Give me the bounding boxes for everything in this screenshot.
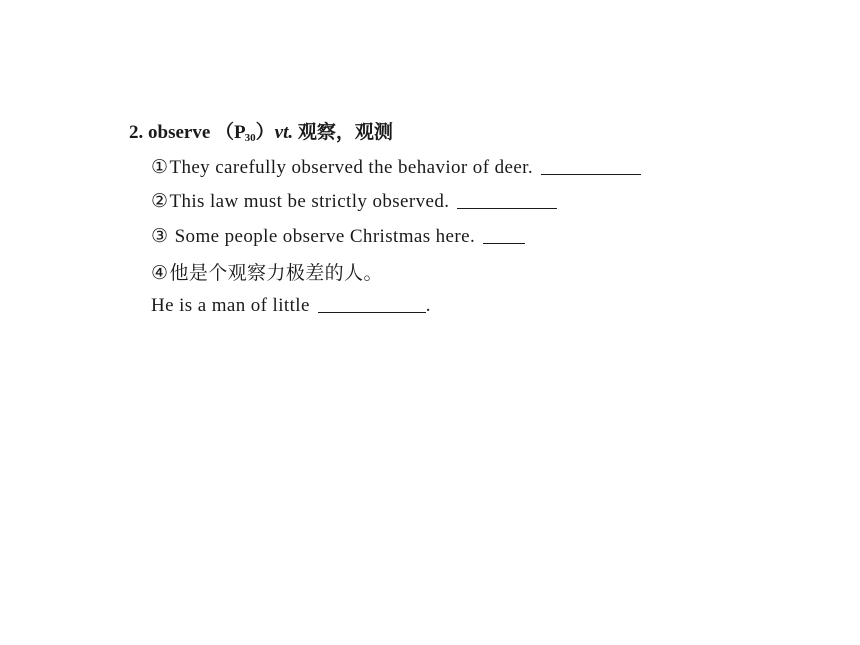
- translation-period: .: [425, 295, 431, 316]
- item-marker: ①: [151, 157, 169, 178]
- translation-text: He is a man of little: [151, 295, 310, 316]
- headword: observe: [148, 122, 211, 143]
- sentence-text: This law must be strictly observed.: [169, 191, 450, 212]
- question-heading: [129, 120, 769, 151]
- answer-blank[interactable]: [541, 156, 641, 175]
- example-sentence-2: [151, 190, 557, 213]
- item-marker: ④: [151, 263, 169, 284]
- answer-blank[interactable]: [483, 225, 525, 244]
- page-reference: $(P_{30})$: [215, 122, 275, 144]
- question-block: [129, 120, 769, 316]
- sentence-text: They carefully observed the behavior of deer.: [169, 157, 533, 178]
- example-sentence-3: [151, 225, 525, 248]
- answer-blank[interactable]: [457, 190, 557, 209]
- chinese-meaning: 观察，观测: [297, 122, 393, 143]
- translation-prompt: [151, 258, 383, 285]
- example-sentence-1: [151, 156, 641, 179]
- answer-blank[interactable]: [318, 294, 426, 313]
- item-marker: ②: [151, 191, 169, 212]
- part-of-speech: vt.: [274, 122, 294, 143]
- chinese-sentence: 他是个观察力极差的人。: [169, 263, 383, 284]
- sentence-text: Some people observe Christmas here.: [169, 226, 476, 247]
- question-number: 2.: [129, 122, 144, 143]
- translation-line: [151, 294, 431, 317]
- item-marker: ③: [151, 226, 169, 247]
